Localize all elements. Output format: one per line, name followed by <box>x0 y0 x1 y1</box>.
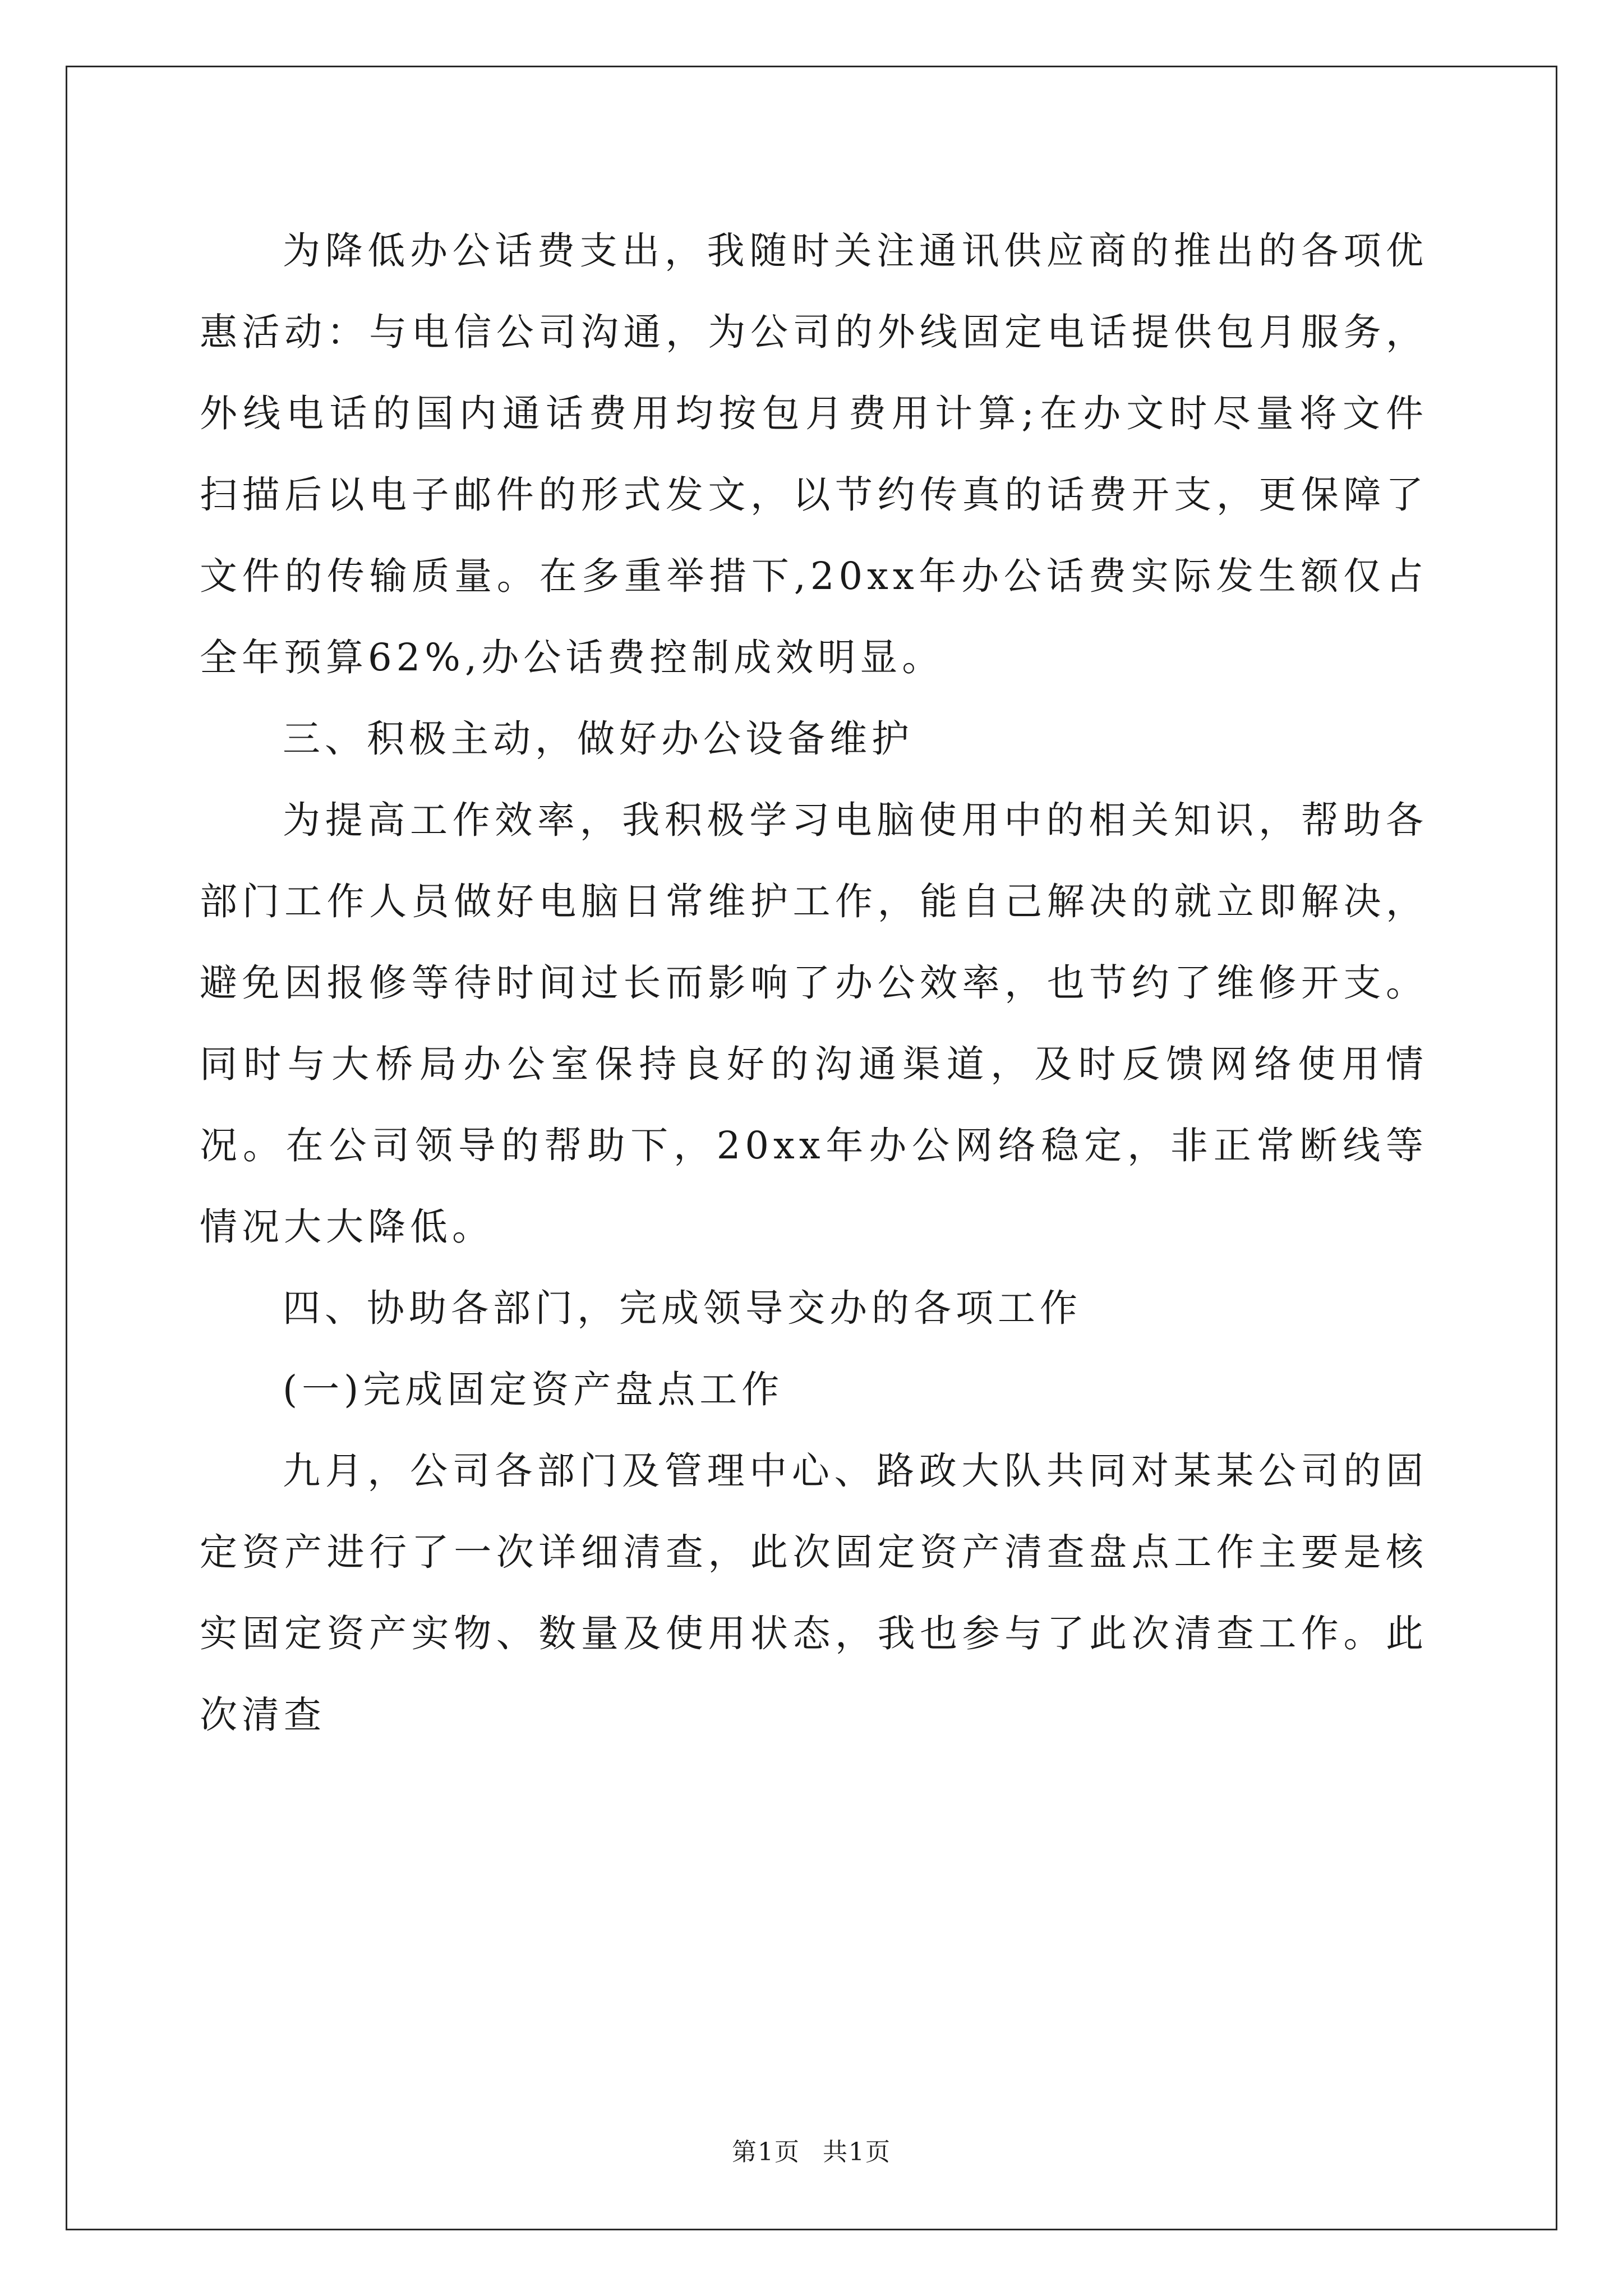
document-body <box>200 210 1428 1756</box>
page-total: 共1页 <box>823 2138 891 2166</box>
page-footer <box>0 2132 1623 2168</box>
subsection-heading-1: (一)完成固定资产盘点工作 <box>283 1368 784 1411</box>
page-number: 第1页 <box>732 2138 800 2166</box>
section-heading-4: 四、协助各部门，完成领导交办的各项工作 <box>283 1286 1082 1330</box>
paragraph-equipment: 为提高工作效率，我积极学习电脑使用中的相关知识，帮助各部门工作人员做好电脑日常维护工作，能自己解决的就立即解决，避免因报修等待时间过长而影响了办公效率，也节约了维修开支。同时与大桥局办公室保持良好的沟通渠道，及时反馈网络使用情况。在公司领导的帮助下，20xx年办公网络稳定，非正常断线等情况大大降低。 <box>200 798 1428 1249</box>
paragraph-asset-inventory: 九月，公司各部门及管理中心、路政大队共同对某某公司的固定资产进行了一次详细清查，此次固定资产清查盘点工作主要是核实固定资产实物、数量及使用状态，我也参与了此次清查工作。此次清查 <box>200 1449 1428 1737</box>
section-heading-3: 三、积极主动，做好办公设备维护 <box>283 717 914 761</box>
paragraph-phone-cost: 为降低办公话费支出，我随时关注通讯供应商的推出的各项优惠活动：与电信公司沟通，为公司的外线固定电话提供包月服务，外线电话的国内通话费用均按包月费用计算;在办文时尽量将文件扫描后以电子邮件的形式发文，以节约传真的话费开支，更保障了文件的传输质量。在多重举措下,20xx年办公话费实际发生额仅占全年预算62%,办公话费控制成效明显。 <box>200 229 1428 679</box>
